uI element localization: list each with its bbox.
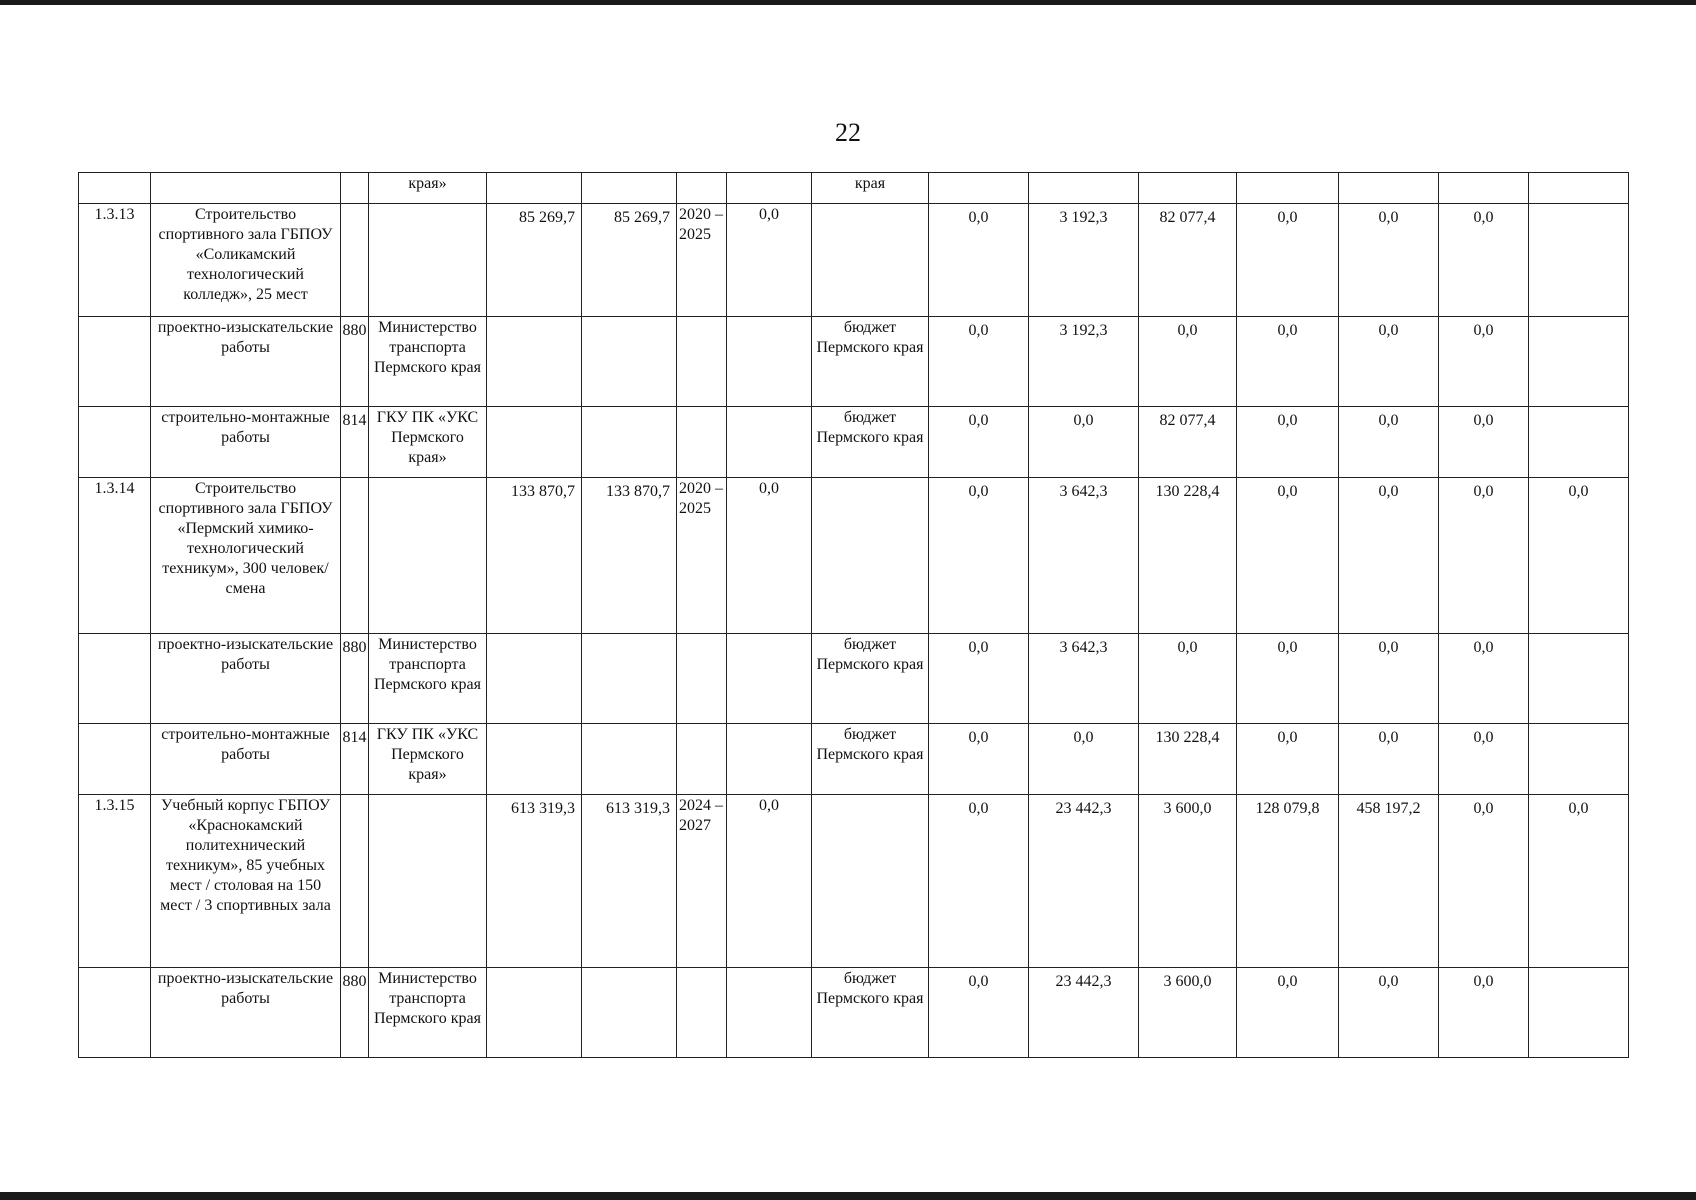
cell-source: бюджет Пермского края [812, 407, 929, 478]
cell-y4: 0,0 [1237, 968, 1339, 1058]
cell-y7 [1529, 407, 1629, 478]
cell-prior-funding [727, 173, 812, 204]
cell-name: проектно-изыскательские работы [151, 317, 341, 407]
cell-num: 1.3.14 [79, 478, 151, 634]
cell-y5: 0,0 [1339, 204, 1439, 317]
table-row-1-3-14-design [79, 634, 1629, 724]
cell-code [341, 478, 369, 634]
cell-prior-funding [727, 634, 812, 724]
cell-y1 [929, 173, 1029, 204]
cell-cost-limit [582, 724, 677, 795]
cell-name [151, 173, 341, 204]
cell-y2: 3 192,3 [1029, 204, 1139, 317]
cell-estimated-cost [487, 724, 582, 795]
cell-y5: 458 197,2 [1339, 795, 1439, 968]
cell-name: проектно-изыскательские работы [151, 968, 341, 1058]
cell-code [341, 204, 369, 317]
cell-y6: 0,0 [1439, 724, 1529, 795]
cell-estimated-cost [487, 317, 582, 407]
cell-y1: 0,0 [929, 968, 1029, 1058]
cell-y7 [1529, 317, 1629, 407]
cell-prior-funding: 0,0 [727, 204, 812, 317]
cell-estimated-cost [487, 173, 582, 204]
cell-prior-funding [727, 317, 812, 407]
cell-y6: 0,0 [1439, 317, 1529, 407]
cell-executor [369, 795, 487, 968]
cell-y7 [1529, 204, 1629, 317]
cell-code: 814 [341, 407, 369, 478]
cell-y7 [1529, 173, 1629, 204]
cell-prior-funding [727, 724, 812, 795]
cell-y5: 0,0 [1339, 407, 1439, 478]
table-row-1-3-14 [79, 478, 1629, 634]
cell-cost-limit: 85 269,7 [582, 204, 677, 317]
cell-num [79, 968, 151, 1058]
cell-y5: 0,0 [1339, 317, 1439, 407]
cell-y3: 0,0 [1139, 317, 1237, 407]
cell-y6: 0,0 [1439, 634, 1529, 724]
cell-executor [369, 204, 487, 317]
cell-num [79, 173, 151, 204]
cell-y3: 82 077,4 [1139, 204, 1237, 317]
cell-y4: 128 079,8 [1237, 795, 1339, 968]
cell-y3: 3 600,0 [1139, 968, 1237, 1058]
cell-y6: 0,0 [1439, 407, 1529, 478]
cell-y1: 0,0 [929, 634, 1029, 724]
cell-name: Учебный корпус ГБПОУ «Краснокамский политехнический техникум», 85 учебных мест / столовая на 150 мест / 3 спортивных зала [151, 795, 341, 968]
cell-source [812, 204, 929, 317]
cell-period: 2024 – 2027 [677, 795, 727, 968]
table-row-1-3-13-construction [79, 407, 1629, 478]
cell-y2: 3 642,3 [1029, 478, 1139, 634]
cell-y2: 23 442,3 [1029, 795, 1139, 968]
cell-y1: 0,0 [929, 795, 1029, 968]
cell-cost-limit [582, 317, 677, 407]
cell-source: бюджет Пермского края [812, 968, 929, 1058]
cell-name: строительно-монтажные работы [151, 407, 341, 478]
cell-y6: 0,0 [1439, 795, 1529, 968]
cell-prior-funding [727, 407, 812, 478]
cell-cost-limit [582, 968, 677, 1058]
table-row-1-3-15 [79, 795, 1629, 968]
cell-y1: 0,0 [929, 724, 1029, 795]
cell-period [677, 634, 727, 724]
table-row-1-3-13 [79, 204, 1629, 317]
cell-name: Строительство спортивного зала ГБПОУ «Пермский химико-технологический техникум», 300 человек/смена [151, 478, 341, 634]
cell-estimated-cost: 85 269,7 [487, 204, 582, 317]
cell-y5: 0,0 [1339, 478, 1439, 634]
cell-period [677, 407, 727, 478]
cell-period [677, 724, 727, 795]
cell-source: края [812, 173, 929, 204]
cell-y5: 0,0 [1339, 634, 1439, 724]
cell-source [812, 478, 929, 634]
cell-period [677, 968, 727, 1058]
cell-y2: 0,0 [1029, 407, 1139, 478]
cell-num [79, 634, 151, 724]
cell-period [677, 173, 727, 204]
cell-executor: Министерство транспорта Пермского края [369, 968, 487, 1058]
cell-y4: 0,0 [1237, 407, 1339, 478]
cell-y2: 23 442,3 [1029, 968, 1139, 1058]
cell-y2: 3 192,3 [1029, 317, 1139, 407]
cell-executor: Министерство транспорта Пермского края [369, 317, 487, 407]
cell-num [79, 724, 151, 795]
cell-y3: 130 228,4 [1139, 478, 1237, 634]
cell-cost-limit [582, 407, 677, 478]
page-number: 22 [835, 118, 861, 147]
budget-table [78, 172, 1629, 1058]
cell-num: 1.3.13 [79, 204, 151, 317]
cell-estimated-cost [487, 407, 582, 478]
cell-executor: ГКУ ПК «УКС Пермского края» [369, 724, 487, 795]
cell-cost-limit: 613 319,3 [582, 795, 677, 968]
cell-prior-funding: 0,0 [727, 478, 812, 634]
cell-name: строительно-монтажные работы [151, 724, 341, 795]
cell-source [812, 795, 929, 968]
cell-num [79, 317, 151, 407]
cell-prior-funding [727, 968, 812, 1058]
scan-bottom-edge [0, 1192, 1696, 1200]
cell-y4 [1237, 173, 1339, 204]
cell-y2: 3 642,3 [1029, 634, 1139, 724]
cell-executor: Министерство транспорта Пермского края [369, 634, 487, 724]
cell-y7 [1529, 968, 1629, 1058]
cell-cost-limit [582, 634, 677, 724]
cell-code: 880 [341, 968, 369, 1058]
cell-y4: 0,0 [1237, 204, 1339, 317]
cell-y7: 0,0 [1529, 795, 1629, 968]
cell-y6: 0,0 [1439, 204, 1529, 317]
cell-code: 814 [341, 724, 369, 795]
table-row-1-3-14-construction [79, 724, 1629, 795]
cell-num: 1.3.15 [79, 795, 151, 968]
cell-y6: 0,0 [1439, 968, 1529, 1058]
cell-y3: 82 077,4 [1139, 407, 1237, 478]
cell-name: проектно-изыскательские работы [151, 634, 341, 724]
cell-code [341, 795, 369, 968]
cell-name: Строительство спортивного зала ГБПОУ «Соликамский технологический колледж», 25 мест [151, 204, 341, 317]
cell-cost-limit [582, 173, 677, 204]
cell-y5: 0,0 [1339, 724, 1439, 795]
cell-source: бюджет Пермского края [812, 317, 929, 407]
cell-y4: 0,0 [1237, 634, 1339, 724]
table-row-1-3-13-design [79, 317, 1629, 407]
cell-y6 [1439, 173, 1529, 204]
cell-y1: 0,0 [929, 204, 1029, 317]
cell-y7 [1529, 634, 1629, 724]
cell-y4: 0,0 [1237, 724, 1339, 795]
scan-top-edge [0, 0, 1696, 5]
cell-y3 [1139, 173, 1237, 204]
cell-estimated-cost: 613 319,3 [487, 795, 582, 968]
cell-period: 2020 – 2025 [677, 478, 727, 634]
cell-y5: 0,0 [1339, 968, 1439, 1058]
table-row-1-3-15-design [79, 968, 1629, 1058]
cell-estimated-cost: 133 870,7 [487, 478, 582, 634]
cell-executor: края» [369, 173, 487, 204]
cell-source: бюджет Пермского края [812, 634, 929, 724]
cell-prior-funding: 0,0 [727, 795, 812, 968]
cell-code: 880 [341, 317, 369, 407]
cell-y1: 0,0 [929, 407, 1029, 478]
cell-executor: ГКУ ПК «УКС Пермского края» [369, 407, 487, 478]
cell-y4: 0,0 [1237, 317, 1339, 407]
cell-y7 [1529, 724, 1629, 795]
cell-y1: 0,0 [929, 317, 1029, 407]
cell-y3: 3 600,0 [1139, 795, 1237, 968]
cell-cost-limit: 133 870,7 [582, 478, 677, 634]
table-row-continuation [79, 173, 1629, 204]
cell-y7: 0,0 [1529, 478, 1629, 634]
cell-executor [369, 478, 487, 634]
cell-y3: 0,0 [1139, 634, 1237, 724]
cell-y5 [1339, 173, 1439, 204]
cell-y2 [1029, 173, 1139, 204]
cell-code [341, 173, 369, 204]
cell-num [79, 407, 151, 478]
cell-estimated-cost [487, 968, 582, 1058]
cell-period [677, 317, 727, 407]
cell-source: бюджет Пермского края [812, 724, 929, 795]
cell-y1: 0,0 [929, 478, 1029, 634]
cell-code: 880 [341, 634, 369, 724]
cell-y3: 130 228,4 [1139, 724, 1237, 795]
cell-estimated-cost [487, 634, 582, 724]
cell-y6: 0,0 [1439, 478, 1529, 634]
cell-y4: 0,0 [1237, 478, 1339, 634]
cell-y2: 0,0 [1029, 724, 1139, 795]
cell-period: 2020 – 2025 [677, 204, 727, 317]
